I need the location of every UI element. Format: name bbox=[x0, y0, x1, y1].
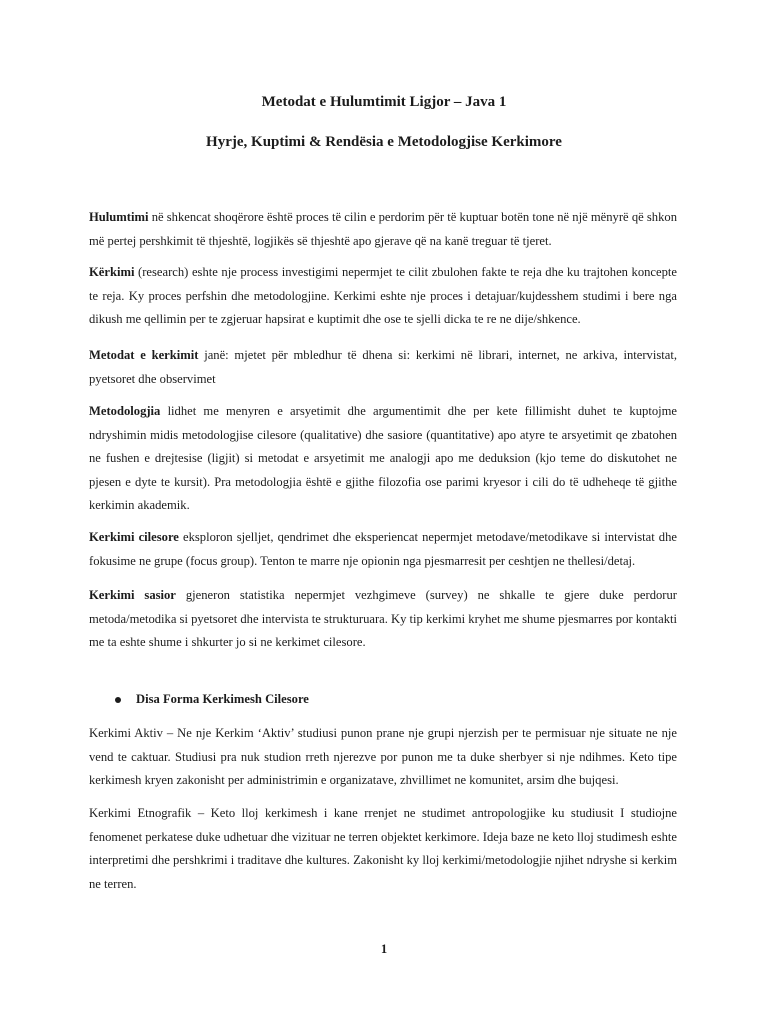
paragraph-kerkimi-sasior bbox=[89, 584, 677, 655]
bold-term: Kerkimi sasior bbox=[89, 588, 176, 602]
paragraph-kerkimi-aktiv bbox=[89, 722, 677, 793]
document-title: Metodat e Hulumtimit Ligjor – Java 1 bbox=[261, 94, 507, 110]
paragraph-line: më pertej pershkimit të thjeshtë, logjikës së thjeshtë apo gjerave që na kanë treguar të tjeret. bbox=[89, 233, 552, 248]
line-text: (research) eshte nje process investigimi nepermjet te cilit zbulohen fakte te reja dhe ku trajtohen koncepte bbox=[138, 265, 677, 279]
paragraph-line: Kerkimi Etnografik – Keto lloj kerkimesh i kane rrenjet ne studimet antropologjike ku studiusit I studiojne bbox=[89, 806, 677, 820]
paragraph-line bbox=[89, 400, 677, 424]
line-text: eksploron sjelljet, qendrimet dhe eksperiencat nepermjet metodave/metodikave si intervistat dhe bbox=[183, 530, 677, 544]
bold-term: Hulumtimi bbox=[89, 210, 149, 224]
paragraph-line bbox=[89, 344, 677, 368]
bold-term: Kërkimi bbox=[89, 265, 135, 279]
paragraph-line: interpretimi dhe pershkrimi i traditave dhe kultures. Zakonisht ky lloj kerkimi/metodologjie njihet ndryshe si kerkim bbox=[89, 853, 677, 867]
line-text: lidhet me menyren e arsyetimit dhe argumentimit dhe per kete fillimisht duhet te kuptojme bbox=[167, 404, 678, 418]
bold-term: Metodologjia bbox=[89, 404, 161, 418]
paragraph-line: Kerkimi Aktiv – Ne nje Kerkim ‘Aktiv’ studiusi punon prane nje grupi njerzish per te permisuar nje situate ne nje bbox=[89, 726, 677, 740]
document-subtitle: Hyrje, Kuptimi & Rendësia e Metodologjise Kerkimore bbox=[206, 134, 562, 150]
paragraph-line: pyetsoret dhe observimet bbox=[89, 371, 216, 386]
paragraph-kerkimi-cilesore bbox=[89, 526, 677, 573]
bold-term: Kerkimi cilesore bbox=[89, 530, 179, 544]
line-text: janë: mjetet për mbledhur të dhena si: kerkimi në librari, internet, ne arkiva, intervistat, bbox=[204, 348, 677, 362]
section-heading: Disa Forma Kerkimesh Cilesore bbox=[136, 692, 309, 706]
paragraph-kerkimi-etnografik bbox=[89, 802, 677, 896]
line-text: gjeneron statistika nepermjet vezhgimeve (survey) ne shkalle te gjere duke perdorur bbox=[185, 588, 677, 602]
paragraph-hulumtimi bbox=[89, 206, 677, 253]
paragraph-line: dikush me qellimin per te zgjeruar hapsirat e kuptimit dhe ose te sjelli dicka te re ne dije/shkence. bbox=[89, 312, 581, 326]
paragraph-line: ndryshimin midis metodologjise cilesore (qualitative) dhe sasiore (quantitative) apo atyre te arsyetimit qe zbatohen bbox=[89, 427, 677, 442]
paragraph-line: ne terren. bbox=[89, 876, 137, 891]
paragraph-line bbox=[89, 261, 677, 285]
paragraph-kerkimi bbox=[89, 261, 677, 332]
paragraph-line: te reja. Ky proces perfshin dhe metodologjine. Kerkimi eshte nje proces i detajuar/kujdesshem studimi i bere nga bbox=[89, 288, 677, 303]
line-text: në shkencat shoqërore është proces të cilin e perdorim për të kuptuar botën tone në një mënyrë që shkon bbox=[151, 210, 677, 224]
paragraph-line: fenomenet perkatese duke udhetuar dhe vizituar ne terren objektet kerkimore. Ideja baze ne keto lloj studimesh eshte bbox=[89, 829, 677, 844]
paragraph-line: ne fushen e drejtesise (ligjit) si metodat e arsyetimit me analogji apo me deduksion (kjo teme do diskutohet ne bbox=[89, 451, 677, 465]
paragraph-line: vend te caktuar. Studiusi pra nuk studion rreth njerezve por punon me ta duke sherbyer si nje ndihmes. Keto tipe bbox=[89, 749, 677, 764]
paragraph-metodologjia bbox=[89, 400, 677, 518]
paragraph-line bbox=[89, 526, 677, 550]
bold-term: Metodat e kerkimit bbox=[89, 348, 199, 362]
paragraph-line: kerkimesh kryen zakonisht per administrimin e organizatave, zhvillimet ne komunitet, arsim dhe bujqesi. bbox=[89, 773, 619, 787]
paragraph-line: fokusime ne grupe (focus group). Tenton te marre nje opionin nga pjesmarresit per ceshtjen ne thellesi/detaj. bbox=[89, 553, 636, 568]
paragraph-line: kerkimin akademik. bbox=[89, 498, 190, 512]
paragraph-line bbox=[89, 584, 677, 608]
bullet-icon bbox=[115, 697, 121, 703]
paragraph-line: pjesen e dyte te kursit). Pra metodologjia është e gjithe filozofia ose parimi kryesor i cili do të udheheqe të gjithe bbox=[89, 474, 677, 489]
paragraph-line: me ta eshte shume i shkurter jo si ne kerkimet cilesore. bbox=[89, 635, 366, 649]
page-number: 1 bbox=[380, 942, 388, 956]
paragraph-line: metoda/metodika si pyetsoret dhe intervista te strukturuara. Ky tip kerkimi kryhet me shume pjesmarres por kontakti bbox=[89, 611, 677, 626]
paragraph-line bbox=[89, 206, 677, 230]
paragraph-metodat-e-kerkimit bbox=[89, 344, 677, 391]
